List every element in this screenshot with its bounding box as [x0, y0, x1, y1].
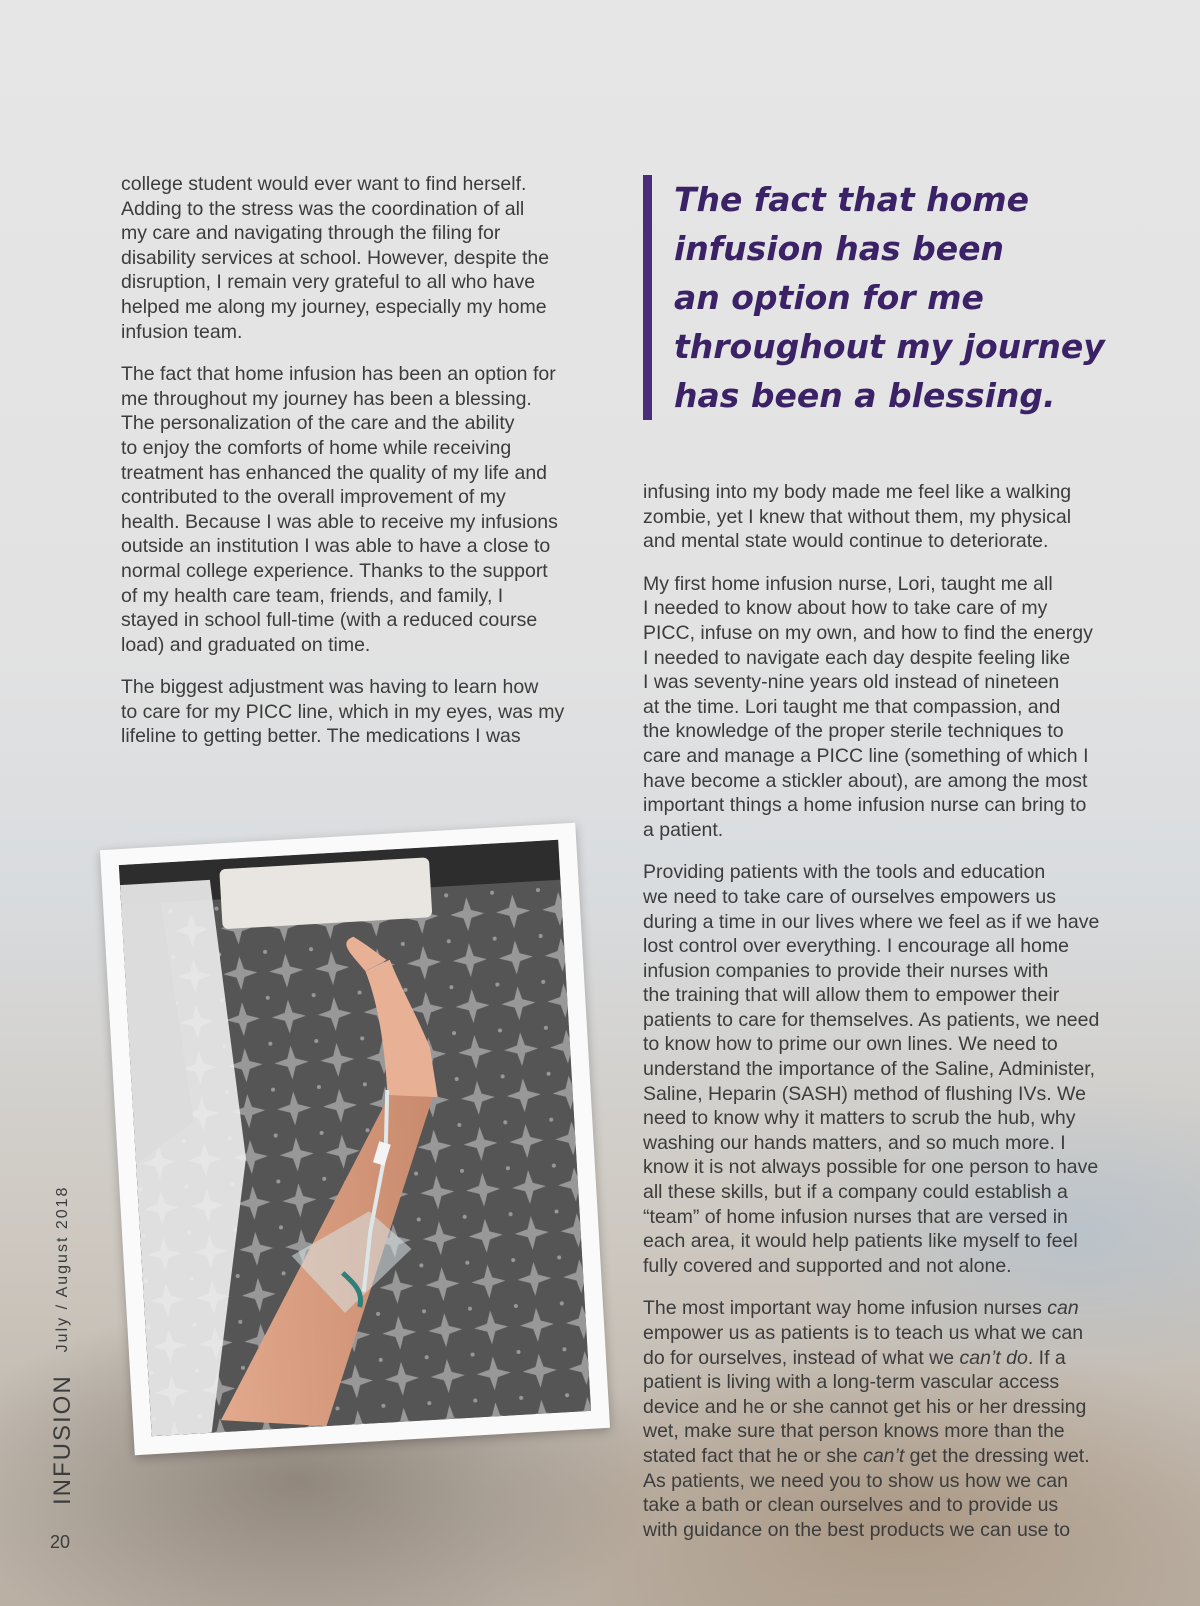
issue-date: July / August 2018: [54, 1185, 71, 1353]
right-column: [643, 480, 1133, 1560]
p4-emphasis-cant: can’t: [863, 1444, 905, 1467]
p4-part-a: The most important way home infusion nurses: [643, 1297, 1048, 1320]
p4-emphasis-can: can: [1047, 1297, 1079, 1320]
photo-frame: [100, 823, 610, 1455]
left-paragraph-2: The fact that home infusion has been an option for me throughout my journey has been a blessing. The personalization of the care and the ability to enjoy the comforts of home while receiving treatment has enhanced the quality of my life and contributed to the overall improvement of my health. Because I was able to receive my infusions outside an institution I was able to have a close to normal college experience. Thanks to the support of my health care team, friends, and family, I stayed in school full-time (with a reduced course load) and graduated on time.: [121, 363, 558, 656]
pull-quote: The fact that home infusion has been an option for me throughout my journey has been a blessing.: [643, 175, 1154, 420]
magazine-logo: INFUSION: [49, 1374, 76, 1505]
sidebar-meta: [48, 1165, 78, 1505]
left-paragraph-1: college student would ever want to find herself. Adding to the stress was the coordination of all my care and navigating through the filing for disability services at school. However, despite the disruption, I remain very grateful to all who have helped me along my journey, especially my home infusion team.: [121, 173, 550, 343]
photo-illustration: [119, 840, 591, 1436]
p4-part-d: get the dressing wet. As patients, we need you to show us how we can take a bath or clean ourselves and to provide us with guidance on the best products we can use to: [643, 1444, 1090, 1541]
page-number: 20: [50, 1532, 71, 1552]
p4-part-b: empower us as patients is to teach us what we can do for ourselves, instead of what we: [643, 1322, 1084, 1369]
iv-arm-photo: [119, 840, 591, 1436]
p4-part-c: . If a patient is living with a long-term vascular access device and he or she cannot get his or her dressing wet, make sure that person knows more than the stated fact that he or she: [643, 1346, 1087, 1467]
left-paragraph-3: The biggest adjustment was having to learn how to care for my PICC line, which in my eyes, was my lifeline to getting better. The medications I was: [121, 676, 565, 748]
right-paragraph-1: infusing into my body made me feel like a walking zombie, yet I knew that without them, my physical and mental state would continue to deteriorate.: [643, 481, 1072, 553]
right-paragraph-2: My first home infusion nurse, Lori, taught me all I needed to know about how to take care of my PICC, infuse on my own, and how to find the energy I needed to navigate each day despite feeling like I was seventy-nine years old instead of nineteen at the time. Lori taught me that compassion, and the knowledge of the proper sterile techniques to care and manage a PICC line (something of which I have become a stickler about), are among the most important things a home infusion nurse can bring to a patient.: [643, 572, 1093, 841]
p4-emphasis-cant-do: can’t do: [959, 1346, 1028, 1369]
right-paragraph-3: Providing patients with the tools and education we need to take care of ourselves empowers us during a time in our lives where we feel as if we have lost control over everything. I encourage all home infusion companies to provide their nurses with the training that will allow them to empower their patients to care for themselves. As patients, we need to know how to prime our own lines. We need to understand the importance of the Saline, Administer, Saline, Heparin (SASH) method of flushing IVs. We need to know why it matters to scrub the hub, why washing our hands matters, and so much more. I know it is not always possible for one person to have all these skills, but if a company could establish a “team” of home infusion nurses that are versed in each area, it would help patients like myself to feel fully covered and supported and not alone.: [643, 861, 1100, 1277]
right-paragraph-4: [643, 1296, 1133, 1542]
left-column: [121, 172, 611, 767]
